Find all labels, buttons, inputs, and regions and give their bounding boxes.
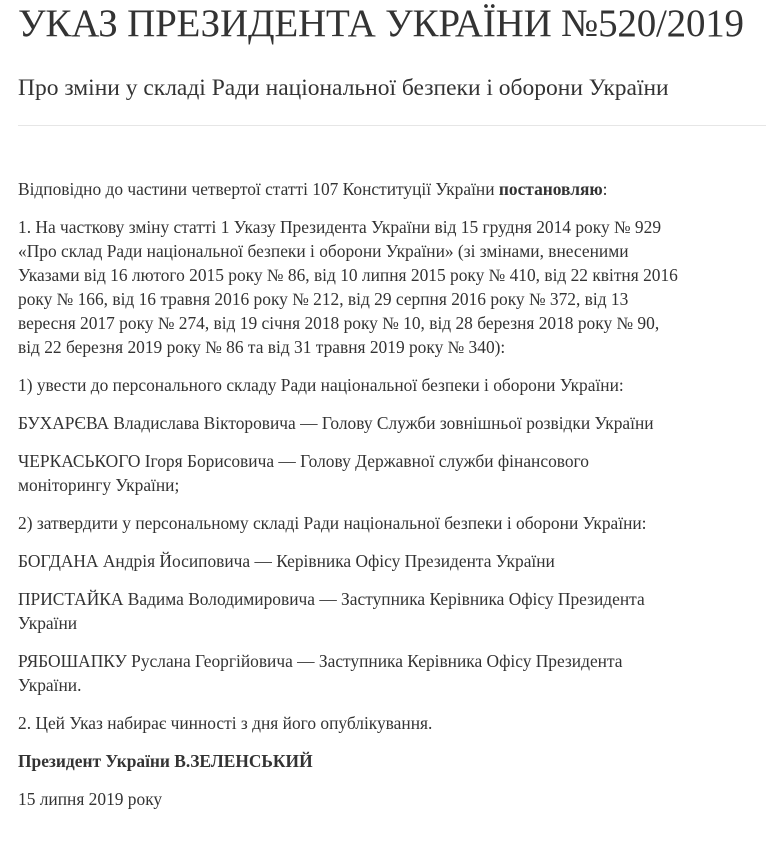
page-subtitle: Про зміни у складі Ради національної безпеки і оборони України xyxy=(18,75,669,101)
preamble-colon: : xyxy=(602,179,608,199)
appointee-line: ЧЕРКАСЬКОГО Ігоря Борисовича — Голову Державної служби фінансового xyxy=(18,451,589,471)
appointee-line: моніторингу України; xyxy=(18,475,180,495)
item-1-line: 1. На часткову зміну статті 1 Указу Президента України від 15 грудня 2014 року № 929 xyxy=(18,217,662,237)
signature-text: Президент України В.ЗЕЛЕНСЬКИЙ xyxy=(18,751,313,771)
member-line: ПРИСТАЙКА Вадима Володимировича — Заступника Керівника Офісу Президента xyxy=(18,589,645,609)
item-2-paragraph: 2. Цей Указ набирає чинності з дня його опублікування. xyxy=(18,713,433,733)
member-riaboshapka xyxy=(18,649,763,697)
member-line: України xyxy=(18,613,78,633)
item-1-line: «Про склад Ради національної безпеки і оборони України» (зі змінами, внесеними xyxy=(18,241,629,261)
signature-paragraph xyxy=(18,749,763,773)
item-1-line: від 22 березня 2019 року № 86 та від 31 травня 2019 року № 340): xyxy=(18,337,506,357)
appointee-cherkaskyi xyxy=(18,449,763,497)
member-prystaiko xyxy=(18,587,763,635)
item-1-paragraph xyxy=(18,215,763,359)
preamble-text: Відповідно до частини четвертої статті 107 Конституції України xyxy=(18,179,499,199)
member-line: України. xyxy=(18,675,82,695)
appointee-bukharev: БУХАРЄВА Владислава Вікторовича — Голову Служби зовнішньої розвідки України xyxy=(18,413,654,433)
title-divider xyxy=(18,125,766,126)
member-line: РЯБОШАПКУ Руслана Георгійовича — Заступника Керівника Офісу Президента xyxy=(18,651,623,671)
preamble-paragraph xyxy=(18,177,763,201)
page-title: УКАЗ ПРЕЗИДЕНТА УКРАЇНИ №520/2019 xyxy=(18,2,744,45)
item-1-line: Указами від 16 лютого 2015 року № 86, від 10 липня 2015 року № 410, від 22 квітня 2016 xyxy=(18,265,678,285)
item-1-line: року № 166, від 16 травня 2016 року № 212, від 29 серпня 2016 року № 372, від 13 xyxy=(18,289,629,309)
subitem-2-paragraph: 2) затвердити у персональному складі Ради національної безпеки і оборони України: xyxy=(18,513,647,533)
decree-page xyxy=(18,0,763,825)
subitem-1-paragraph: 1) увести до персонального складу Ради національної безпеки і оборони України: xyxy=(18,375,624,395)
preamble-decision: постановляю xyxy=(498,179,603,199)
decree-date: 15 липня 2019 року xyxy=(18,789,163,809)
decree-body xyxy=(18,177,763,811)
member-bohdan: БОГДАНА Андрія Йосиповича — Керівника Офісу Президента України xyxy=(18,551,555,571)
item-1-line: вересня 2017 року № 274, від 19 січня 2018 року № 10, від 28 березня 2018 року № 90, xyxy=(18,313,660,333)
